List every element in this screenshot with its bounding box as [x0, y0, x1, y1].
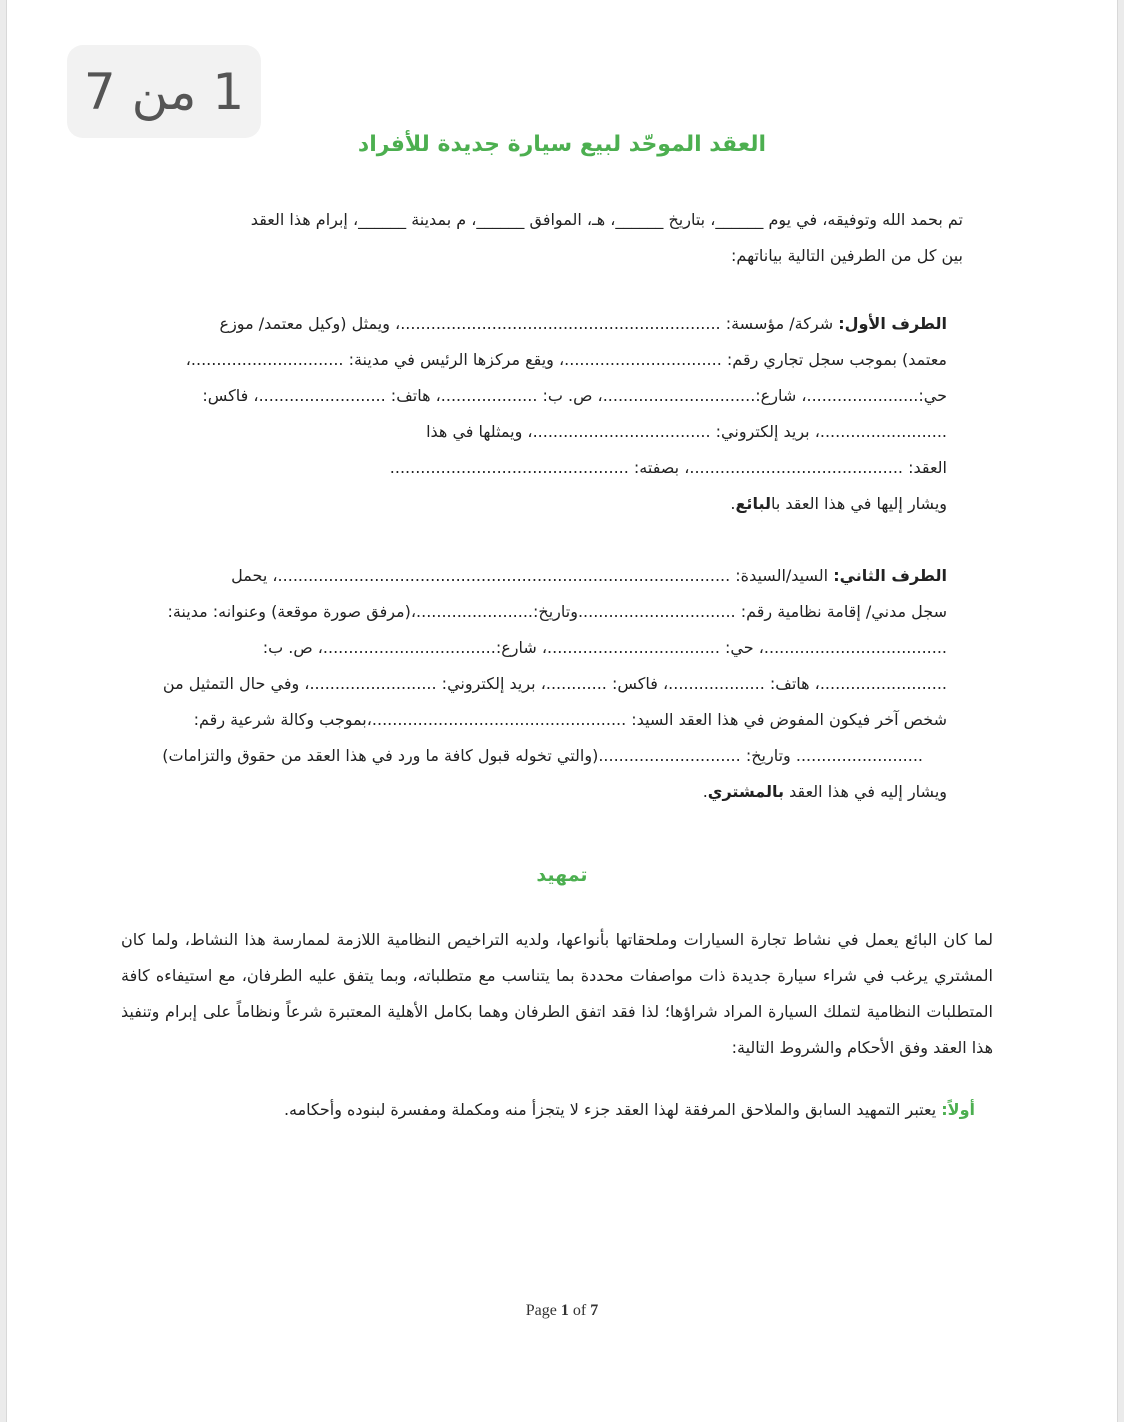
party-two-line: ......................... وتاريخ: ............................(والتي تخوله قبول كافة ما ورد في هذا العقد من حقوق والتزامات): [162, 746, 923, 765]
seller-term: لبائع: [735, 494, 771, 513]
party-two-line: شخص آخر فيكون المفوض في هذا العقد السيد: ..................................................،بموجب وكالة شرعية رقم:: [193, 710, 947, 729]
party-one-line: العقد: ..........................................، بصفته: ...............................................: [389, 458, 947, 477]
party-one-line: .........................، بريد إلكتروني: ...................................، ويمثلها في هذا: [426, 422, 947, 441]
party-one-line: معتمد) بموجب سجل تجاري رقم: ...............................، ويقع مركزها الرئيس في مدينة: ..............................،: [185, 350, 947, 369]
intro-section: [251, 202, 963, 274]
page-count-badge: 1 من 7: [67, 45, 261, 138]
party-two-reference: ويشار إليه في هذا العقد بالمشتري.: [702, 782, 947, 801]
party-two-line: .........................، هاتف: ...................، فاكس: ............، بريد إلكتروني: .........................، وفي حال التمثيل من: [162, 674, 947, 693]
party-one-label: الطرف الأول:: [838, 314, 947, 333]
total-pages: 7: [590, 1302, 599, 1319]
party-two-line: الطرف الثاني: السيد/السيدة: .........................................................................................، يحمل: [231, 566, 947, 585]
party-two-label: الطرف الثاني:: [833, 566, 947, 585]
document-page: [6, 0, 1118, 1422]
preamble-heading: تمهيد: [536, 864, 588, 886]
clause-one: [284, 1100, 975, 1119]
party-one-line: الطرف الأول: شركة/ مؤسسة: ...............................................................، ويمثل (وكيل معتمد/ موزع: [219, 314, 947, 333]
party-two-section: [162, 558, 947, 810]
preamble-paragraph: لما كان البائع يعمل في نشاط تجارة السيارات وملحقاتها بأنواعها، ولديه التراخيص النظامية اللازمة لممارسة هذا النشاط، ولما كان المشتري يرغب في شراء سيارة جديدة ذات مواصفات محددة بما يتناسب مع متطلباته، وبما يتفق عليه الطرفان، مع استيفاءه كافة المتطلبات النظامية لتملك السيارة المراد شراؤها؛ لذا فقد اتفق الطرفان وهما بكامل الأهلية المعتبرة شرعاً ونظاماً على إبرام وتنفيذ هذا العقد وفق الأحكام والشروط التالية:: [121, 930, 993, 1057]
clause-text: يعتبر التمهيد السابق والملاحق المرفقة لهذا العقد جزء لا يتجزأ منه ومكملة ومفسرة لبنوده وأحكامه.: [283, 1100, 942, 1119]
page-footer: Page 1 of 7: [525, 1302, 599, 1319]
buyer-term: بالمشتري: [707, 782, 784, 801]
party-one-line: حي:......................، شارع:..............................، ص. ب: ...................، هاتف: .........................، فاكس:: [202, 386, 947, 405]
clause-number: أولاً:: [941, 1100, 975, 1119]
contract-title: العقد الموحّد لبيع سيارة جديدة للأفراد: [357, 132, 767, 157]
party-two-line: ....................................، حي: ..................................، شارع:..................................، ص. ب:: [262, 638, 947, 657]
party-one-reference: ويشار إليها في هذا العقد بالبائع.: [730, 494, 947, 513]
party-one-section: [186, 306, 947, 522]
party-two-line: سجل مدني/ إقامة نظامية رقم: ...............................وتاريخ:.......................،(مرفق صورة موقعة) وعنوانه: مدينة:: [167, 602, 947, 621]
current-page-number: 1: [560, 1302, 569, 1319]
intro-line: تم بحمد الله وتوفيقه، في يوم ______، بتاريخ ______، هـ، الموافق ______، م بمدينة ______، إبرام هذا العقد: [250, 210, 963, 229]
intro-line: بين كل من الطرفين التالية بياناتهم:: [731, 246, 963, 265]
